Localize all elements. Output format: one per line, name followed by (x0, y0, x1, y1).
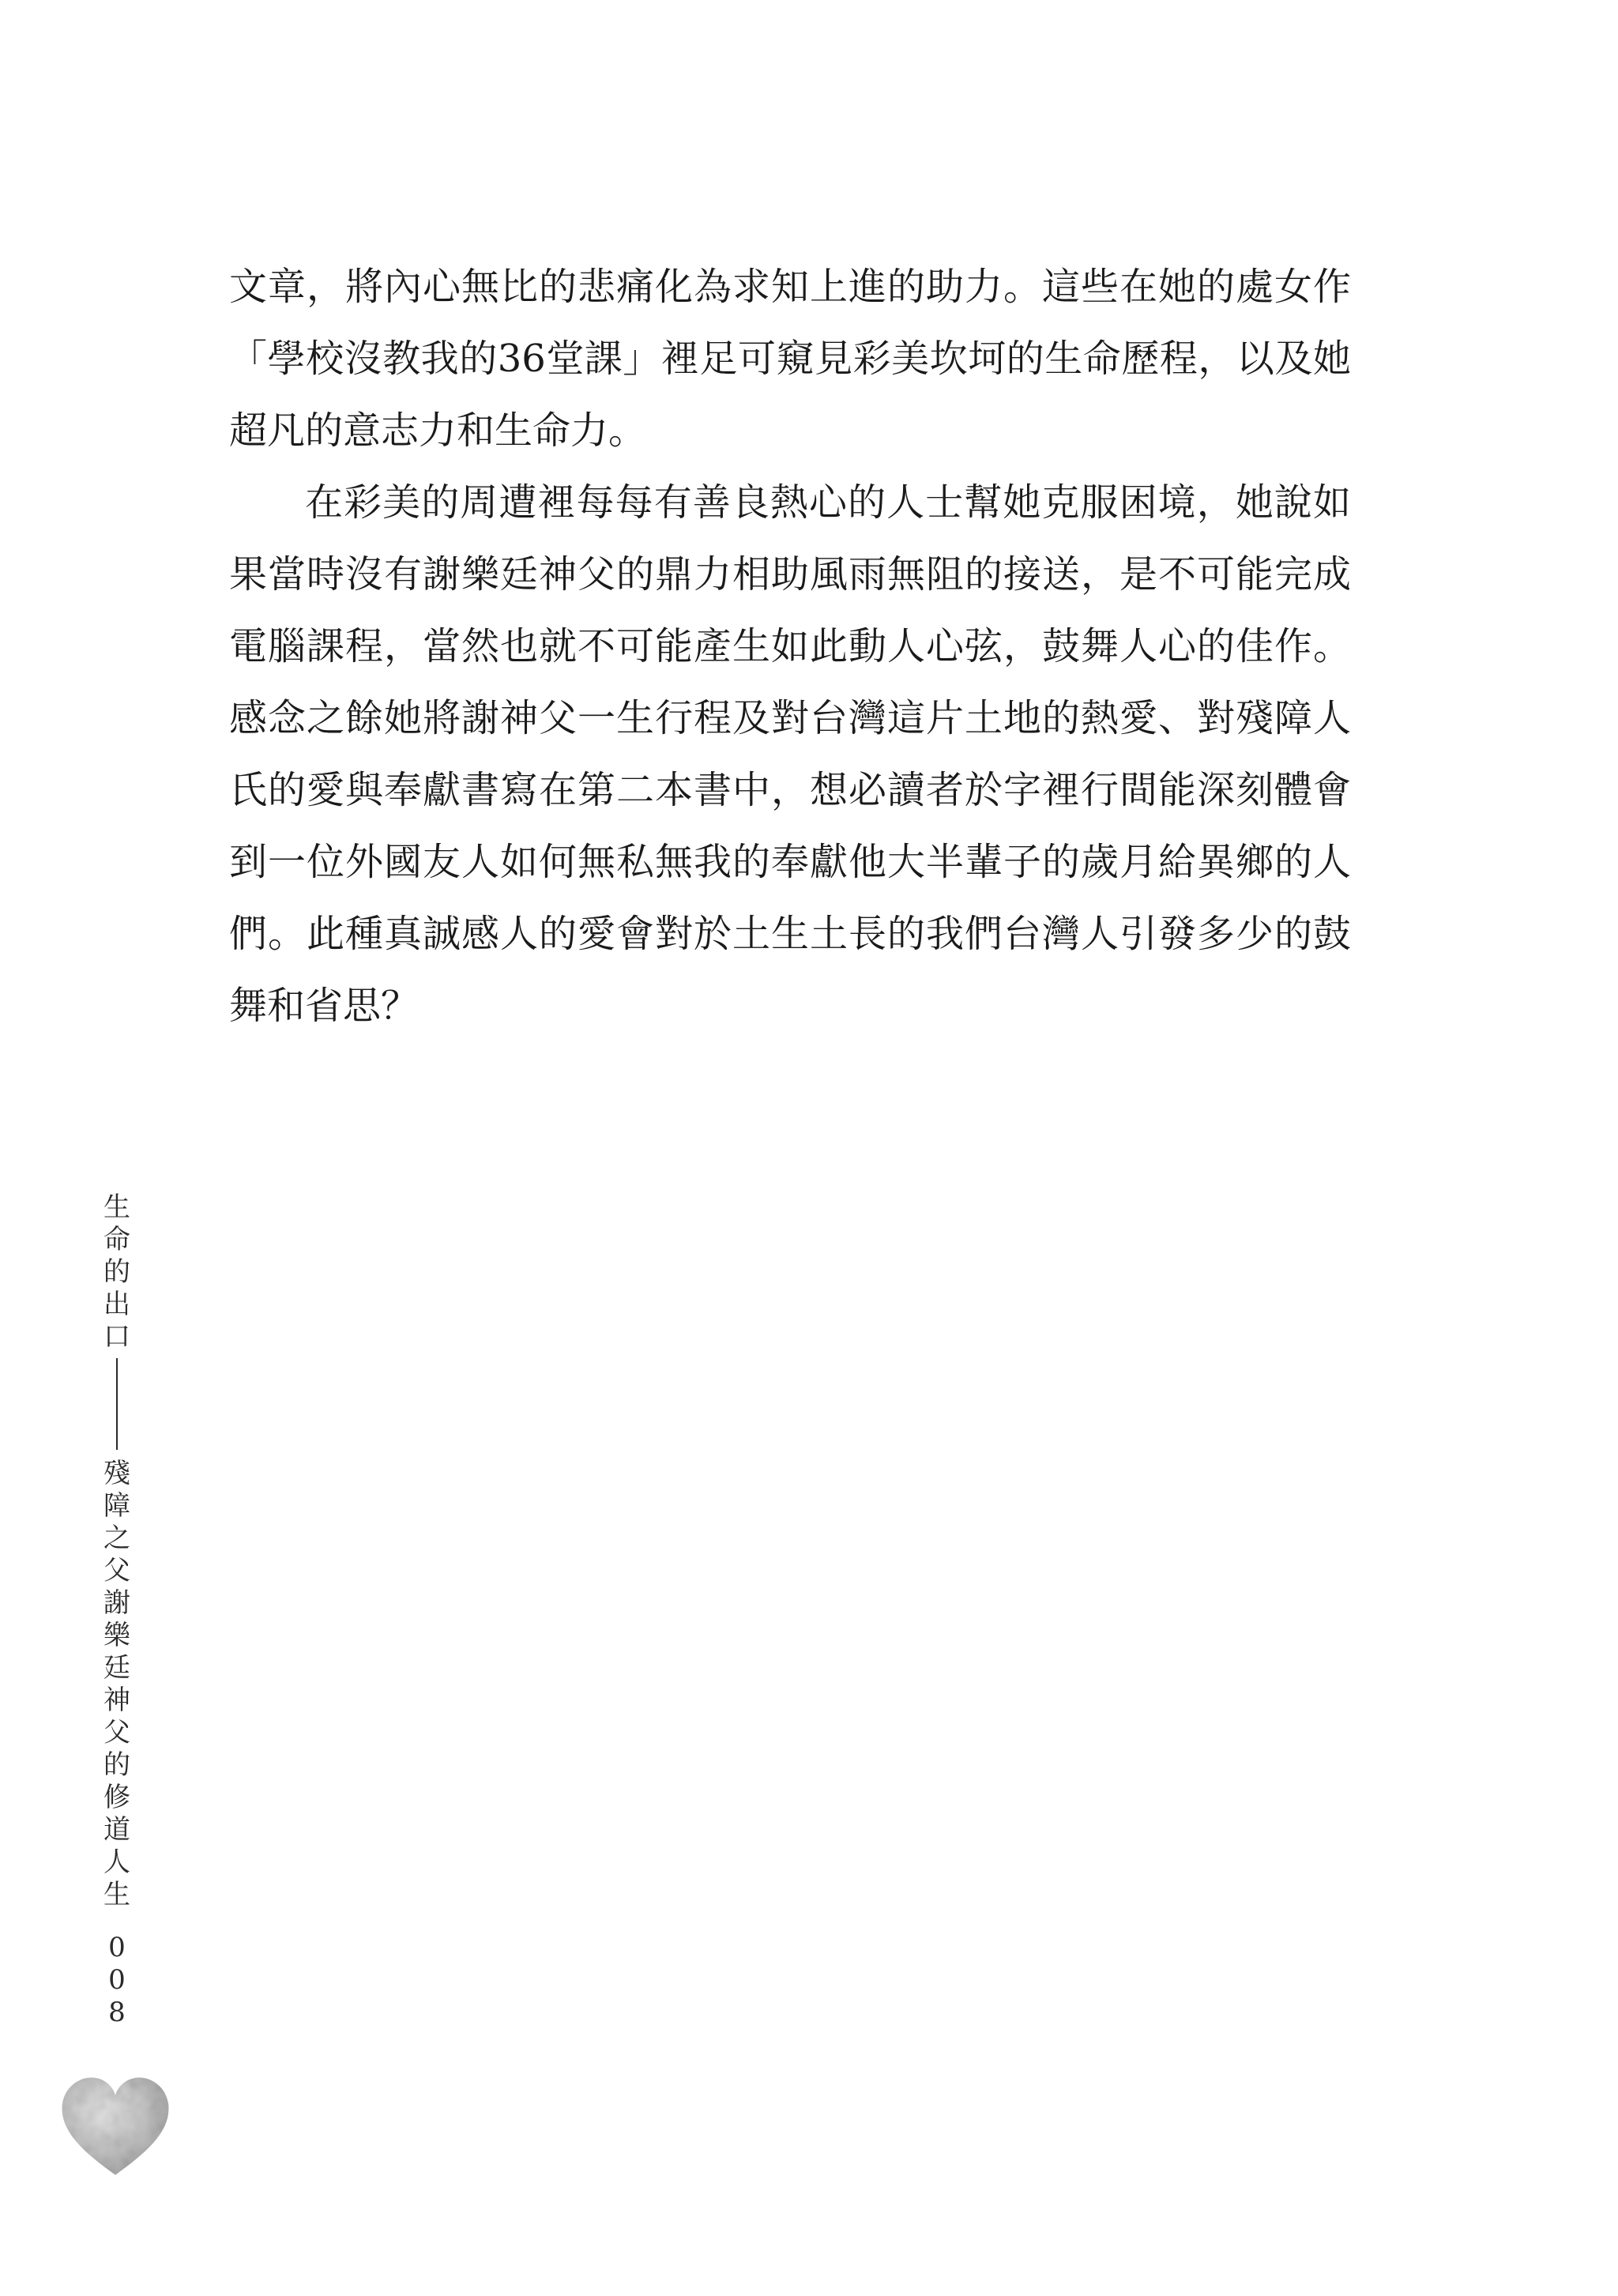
page-number-char: 8 (108, 1997, 126, 2028)
book-subtitle-char: 道 (103, 1814, 130, 1846)
book-subtitle-char: 廷 (103, 1652, 130, 1684)
book-subtitle-char: 謝 (103, 1587, 130, 1619)
em-dash-rule (116, 1358, 118, 1450)
book-subtitle-char: 父 (103, 1555, 130, 1586)
book-subtitle-char: 人 (103, 1846, 130, 1878)
body-text (229, 251, 1351, 1042)
paragraph-1: 文章，將內心無比的悲痛化為求知上進的助力。這些在她的處女作「學校沒教我的36堂課」裡足可窺見彩美坎坷的生命歷程，以及她超凡的意志力和生命力。 (229, 265, 1351, 453)
heart-icon (52, 2064, 179, 2190)
book-subtitle-char: 殘 (103, 1458, 130, 1489)
book-subtitle-char: 神 (103, 1684, 130, 1716)
book-title-char: 出 (103, 1289, 130, 1320)
book-subtitle-char: 之 (103, 1523, 130, 1554)
book-title-char: 生 (103, 1191, 130, 1223)
page-number-char: 0 (108, 1932, 126, 1963)
book-subtitle-char: 障 (103, 1490, 130, 1522)
book-title (101, 1191, 133, 1353)
book-title-char: 的 (103, 1256, 130, 1288)
page-number-char: 0 (108, 1964, 126, 1996)
book-subtitle-char: 父 (103, 1717, 130, 1748)
book-subtitle-char: 生 (103, 1879, 130, 1910)
book-subtitle (101, 1458, 133, 1911)
book-title-char: 口 (103, 1321, 130, 1353)
paragraph-2: 在彩美的周遭裡每每有善良熱心的人士幫她克服困境，她說如果當時沒有謝樂廷神父的鼎力相助風雨無阻的接送，是不可能完成電腦課程，當然也就不可能產生如此動人心弦，鼓舞人心的佳作。感念之餘她將謝神父一生行程及對台灣這片土地的熱愛、對殘障人氏的愛與奉獻書寫在第二本書中，想必讀者於字裡行間能深刻體會到一位外國友人如何無私無我的奉獻他大半輩子的歲月給異鄉的人們。此種真誠感人的愛會對於土生土長的我們台灣人引發多少的鼓舞和省思？ (229, 480, 1351, 1028)
book-title-char: 命 (103, 1224, 130, 1255)
book-subtitle-char: 修 (103, 1782, 130, 1813)
page-number (101, 1932, 133, 2029)
running-head (95, 1191, 139, 2029)
book-subtitle-char: 樂 (103, 1620, 130, 1651)
book-subtitle-char: 的 (103, 1749, 130, 1781)
